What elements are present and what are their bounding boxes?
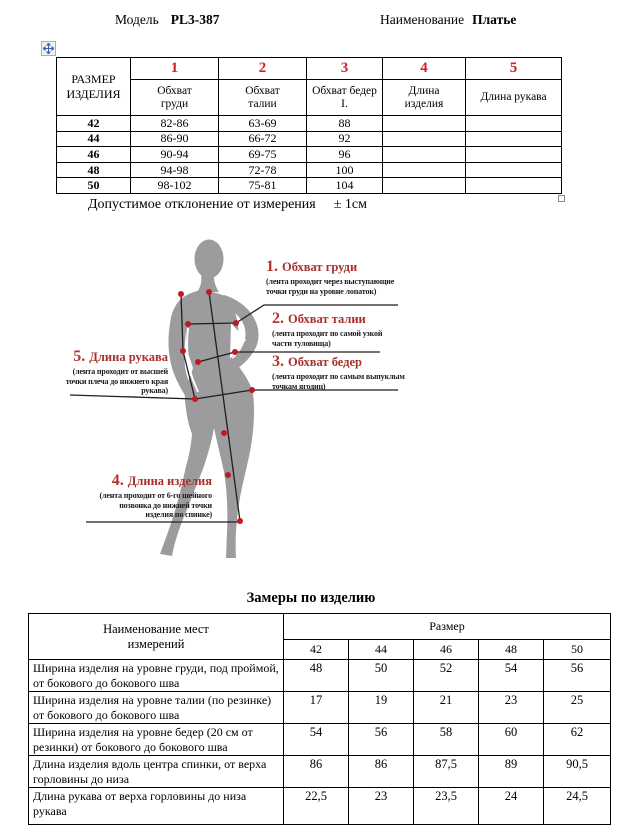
size-col-44: 44 — [349, 640, 414, 660]
measure-value: 86 — [284, 756, 349, 788]
value-cell: 75-81 — [219, 178, 307, 194]
table-move-handle-icon[interactable] — [41, 41, 56, 56]
annotation-desc: (лента проходит от 6-го шейного позвонка до нижней точки изделия по спинке) — [99, 491, 212, 519]
size-row-50 — [57, 178, 562, 194]
annotation-desc: (лента проходит через выступающие точки груди на уровне лопаток) — [266, 277, 395, 296]
measure-value: 58 — [414, 724, 479, 756]
measure-value: 52 — [414, 660, 479, 692]
size-col-42: 42 — [284, 640, 349, 660]
measure-value: 48 — [284, 660, 349, 692]
value-cell — [466, 162, 562, 178]
annotation-sleeve — [56, 348, 168, 396]
sleeve-leader-line — [70, 395, 195, 399]
col-label-chest: Обхват груди — [131, 80, 219, 116]
garment-measure-table — [28, 613, 611, 825]
col-number-5: 5 — [466, 58, 562, 80]
model-header — [115, 11, 220, 29]
measure-value: 17 — [284, 692, 349, 724]
size-col-50: 50 — [544, 640, 611, 660]
annotation-number: 4. — [111, 472, 124, 489]
value-cell: 86-90 — [131, 131, 219, 147]
value-cell: 104 — [307, 178, 383, 194]
value-cell: 100 — [307, 162, 383, 178]
name-value: Платье — [472, 12, 517, 27]
measure-value: 56 — [544, 660, 611, 692]
annotation-chest — [266, 258, 416, 296]
value-cell: 63-69 — [219, 116, 307, 132]
value-cell — [383, 116, 466, 132]
annotation-title: Длина рукава — [89, 350, 168, 364]
annotation-number: 2. — [272, 310, 284, 327]
value-cell — [383, 131, 466, 147]
value-cell: 96 — [307, 147, 383, 163]
measure-value: 60 — [479, 724, 544, 756]
col-number-1: 1 — [131, 58, 219, 80]
annotation-desc: (лента проходит по самым выпуклым точкам ягодиц) — [272, 372, 405, 391]
name-header — [380, 11, 516, 29]
measure-value: 56 — [349, 724, 414, 756]
col-number-4: 4 — [383, 58, 466, 80]
measure-value: 89 — [479, 756, 544, 788]
measure-row-chest-width — [29, 660, 611, 692]
value-cell: 92 — [307, 131, 383, 147]
measure-value: 54 — [479, 660, 544, 692]
col-number-3: 3 — [307, 58, 383, 80]
measure-value: 87,5 — [414, 756, 479, 788]
tolerance-note — [88, 197, 367, 213]
size-cell: 50 — [57, 178, 131, 194]
size-col-48: 48 — [479, 640, 544, 660]
measure-name: Ширина изделия на уровне бедер (20 см от резинки) от бокового до бокового шва — [29, 724, 284, 756]
annotation-title: Обхват бедер — [288, 355, 362, 369]
move-arrows-icon — [43, 43, 54, 54]
measure-value: 24,5 — [544, 788, 611, 825]
tolerance-text: Допустимое отклонение от измерения — [88, 197, 316, 212]
measure-value: 90,5 — [544, 756, 611, 788]
value-cell: 66-72 — [219, 131, 307, 147]
size-cell: 46 — [57, 147, 131, 163]
measure-value: 86 — [349, 756, 414, 788]
size-row-42 — [57, 116, 562, 132]
col-label-waist: Обхват талии — [219, 80, 307, 116]
size-table — [56, 57, 562, 194]
annotation-number: 3. — [272, 353, 284, 370]
value-cell: 69-75 — [219, 147, 307, 163]
measure-value: 54 — [284, 724, 349, 756]
measure-row-hip-width — [29, 724, 611, 756]
annotation-desc: (лента проходит по самой узкой части туловища) — [272, 329, 383, 348]
table-resize-handle[interactable] — [558, 195, 565, 202]
size-row-44 — [57, 131, 562, 147]
name-label: Наименование — [380, 12, 465, 27]
measure-value: 24 — [479, 788, 544, 825]
measure-value: 25 — [544, 692, 611, 724]
value-cell: 72-78 — [219, 162, 307, 178]
value-cell: 82-86 — [131, 116, 219, 132]
col-label-hips: Обхват бедер I. — [307, 80, 383, 116]
value-cell — [466, 131, 562, 147]
measure-value: 19 — [349, 692, 414, 724]
annotation-title: Обхват груди — [282, 260, 358, 274]
measure-section-title: Замеры по изделию — [246, 590, 376, 606]
size-cell: 42 — [57, 116, 131, 132]
value-cell — [466, 116, 562, 132]
measure-name: Длина изделия вдоль центра спинки, от верха горловины до низа — [29, 756, 284, 788]
measure-row-back-length — [29, 756, 611, 788]
annotation-title: Обхват талии — [288, 312, 366, 326]
annotation-title: Длина изделия — [127, 474, 212, 488]
col-number-2: 2 — [219, 58, 307, 80]
annotation-desc: (лента проходит от высшей точки плеча до нижнего края рукава) — [65, 367, 168, 395]
annotation-hips — [272, 353, 432, 391]
value-cell — [383, 162, 466, 178]
annotation-waist — [272, 310, 422, 348]
value-cell — [383, 178, 466, 194]
annotation-number: 5. — [73, 348, 86, 365]
size-row-46 — [57, 147, 562, 163]
measure-value: 23,5 — [414, 788, 479, 825]
annotation-number: 1. — [266, 258, 278, 275]
size-cell: 48 — [57, 162, 131, 178]
value-cell — [383, 147, 466, 163]
value-cell: 90-94 — [131, 147, 219, 163]
measure-name: Ширина изделия на уровне талии (по резинке) от бокового до бокового шва — [29, 692, 284, 724]
size-row-48 — [57, 162, 562, 178]
value-cell: 94-98 — [131, 162, 219, 178]
measure-value: 21 — [414, 692, 479, 724]
col-label-length: Длина изделия — [383, 80, 466, 116]
measure-row-sleeve-length — [29, 788, 611, 825]
measure-value: 22,5 — [284, 788, 349, 825]
measure-value: 50 — [349, 660, 414, 692]
measure-name-header: Наименование мест измерений — [29, 614, 284, 660]
measure-value: 62 — [544, 724, 611, 756]
measure-name: Длина рукава от верха горловины до низа рукава — [29, 788, 284, 825]
col-label-sleeve: Длина рукава — [466, 80, 562, 116]
value-cell — [466, 147, 562, 163]
measure-value: 23 — [479, 692, 544, 724]
measure-size-header: Размер — [284, 614, 611, 640]
model-value: PL3-387 — [170, 12, 220, 27]
model-label: Модель — [115, 12, 159, 27]
value-cell: 98-102 — [131, 178, 219, 194]
measure-name: Ширина изделия на уровне груди, под проймой, от бокового до бокового шва — [29, 660, 284, 692]
value-cell: 88 — [307, 116, 383, 132]
measure-value: 23 — [349, 788, 414, 825]
size-table-corner-header: РАЗМЕР ИЗДЕЛИЯ — [57, 58, 131, 116]
value-cell — [466, 178, 562, 194]
measure-row-waist-width — [29, 692, 611, 724]
tolerance-value: ± 1см — [333, 197, 367, 212]
annotation-length — [94, 472, 212, 520]
size-col-46: 46 — [414, 640, 479, 660]
size-cell: 44 — [57, 131, 131, 147]
